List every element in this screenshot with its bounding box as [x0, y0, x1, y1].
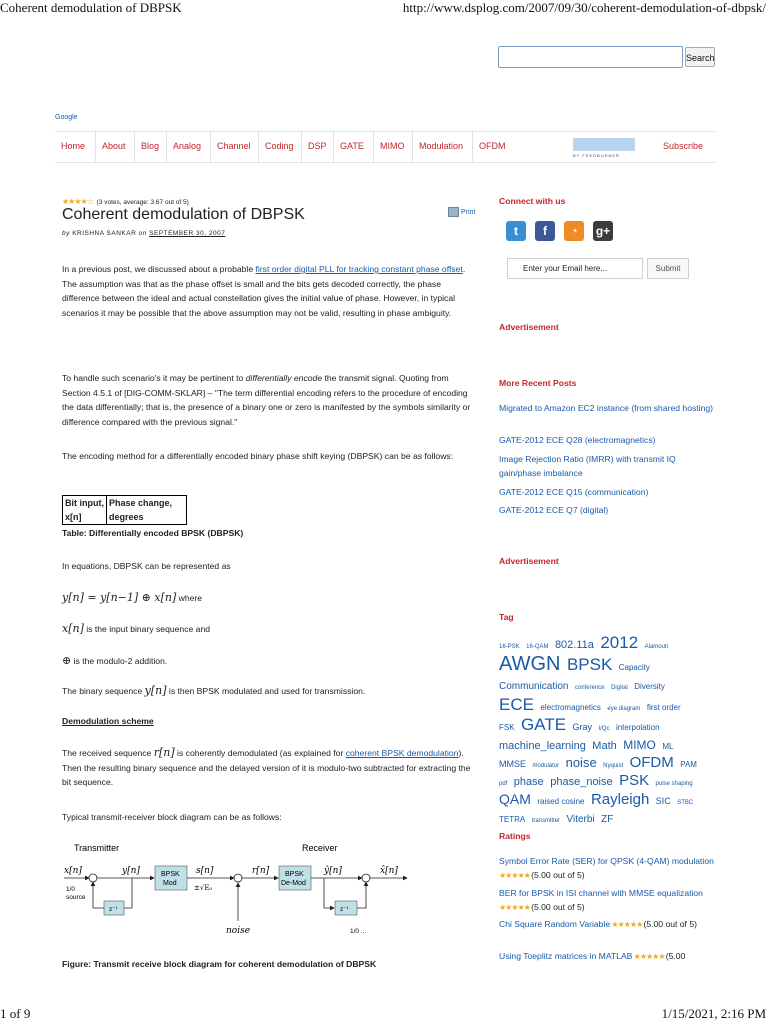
sqrt-energy-label: ±√E₀ [194, 884, 213, 892]
nav-item-dsp[interactable]: DSP [301, 132, 327, 162]
search-button[interactable]: Search [685, 47, 715, 67]
equation-math: y[n] = y[n−1] ⊕ x[n] [62, 591, 177, 604]
p1-text-a: In a previous post, we discussed about a probable [62, 264, 256, 274]
tag-link[interactable]: PAM [680, 759, 697, 769]
tx-feedback-arrow [93, 882, 104, 908]
tag-link[interactable]: Math [592, 739, 617, 752]
s-label: s[n] [196, 866, 214, 876]
tag-link[interactable]: pdf [499, 781, 508, 788]
tag-link[interactable]: OFDM [629, 753, 674, 771]
nav-item-channel[interactable]: Channel [210, 132, 251, 162]
demodulation-heading: Demodulation scheme [62, 716, 154, 726]
table-caption: Table: Differentially encoded BPSK (DBPSK) [62, 528, 244, 538]
tag-link[interactable]: TETRA [499, 815, 526, 825]
feedburner-bar [573, 138, 635, 151]
source-value: 1/0 [66, 886, 76, 893]
nav-item-gate[interactable]: GATE [333, 132, 364, 162]
bpsk-demod-line2: De-Mod [281, 880, 306, 887]
p2-emphasis: differentially encode [245, 373, 323, 383]
ratings-heading: Ratings [499, 831, 531, 841]
rating-stars-icon: ★★★★★ [610, 920, 644, 929]
tag-link[interactable]: interpolation [615, 723, 660, 733]
tag-link[interactable]: phase_noise [550, 776, 613, 789]
pll-link[interactable]: first order digital PLL for tracking constant phase offset [255, 264, 463, 274]
rx-subtractor [362, 874, 370, 882]
tag-link[interactable]: ML [662, 741, 674, 751]
x-hat-label: x̂[n] [380, 866, 398, 876]
tag-link[interactable]: Nyquist [603, 762, 624, 769]
footer-datetime: 1/15/2021, 2:16 PM [661, 1006, 766, 1021]
tag-link[interactable]: AWGN [499, 653, 561, 676]
rating-item[interactable] [499, 887, 714, 914]
tag-link[interactable]: modulator [532, 762, 560, 769]
post-title: Coherent demodulation of DBPSK [62, 206, 305, 223]
nav-subscribe-link[interactable]: Subscribe [662, 141, 703, 151]
tag-link[interactable]: ECE [499, 694, 534, 714]
paragraph-bpsk [62, 684, 477, 699]
nav-item-ofdm[interactable]: OFDM [472, 132, 506, 162]
advertisement-heading-2: Advertisement [499, 556, 559, 566]
rating-item-score: (5.00 out of 5) [531, 901, 585, 912]
rating-item-score: (5.00 out of 5) [531, 869, 585, 880]
tx-delay-label: z⁻¹ [109, 906, 118, 913]
tag-link[interactable]: 802.11a [554, 639, 594, 651]
tag-link[interactable]: electromagnetics [540, 702, 601, 712]
byline-by: by [62, 230, 70, 237]
p6-text-a: The received sequence [62, 748, 154, 758]
google-label: Google [55, 114, 78, 121]
search-input[interactable] [498, 46, 683, 68]
footer-page-count: 1 of 9 [0, 1006, 31, 1021]
equation-suffix: where [176, 593, 203, 603]
bpsk-mod-line1: BPSK [161, 871, 180, 878]
rating-item-title[interactable]: Symbol Error Rate (SER) for QPSK (4-QAM) modulation [499, 856, 714, 866]
output-value-label: 1/0 ... [350, 928, 367, 935]
rating-item-title[interactable]: Chi Square Random Variable [499, 919, 611, 929]
table-header-phase-change: Phase change, degrees [107, 496, 187, 525]
rating-stars-icon[interactable]: ★★★★☆ [62, 197, 93, 206]
tag-link[interactable]: 2012 [600, 633, 639, 652]
rx-delay-label: z⁻¹ [340, 906, 349, 913]
dbpsk-table [62, 495, 187, 525]
paragraph-equations: In equations, DBPSK can be represented as [62, 561, 231, 571]
nav-item-about[interactable]: About [95, 132, 126, 162]
y-label: y[n] [122, 866, 140, 876]
rating-item[interactable] [499, 950, 714, 964]
recent-post-link[interactable]: Migrated to Amazon EC2 instance (from shared hosting) [499, 403, 713, 413]
tag-cloud [499, 633, 699, 828]
tx-adder [89, 874, 97, 882]
p6-math: r[n] [153, 746, 175, 759]
recent-posts-heading: More Recent Posts [499, 378, 577, 388]
paragraph-differential [62, 371, 477, 429]
printer-icon [448, 207, 459, 217]
tag-link[interactable]: QAM [499, 790, 531, 807]
y-hat-label: ŷ[n] [324, 866, 342, 876]
rss-icon[interactable]: ◔ [564, 221, 584, 241]
tag-link[interactable]: first order [646, 702, 681, 712]
tag-link[interactable]: phase [513, 776, 544, 789]
nav-item-blog[interactable]: Blog [134, 132, 159, 162]
p5-math: y[n] [144, 684, 167, 697]
byline-date[interactable]: SEPTEMBER 30, 2007 [149, 230, 226, 237]
p6-text-c: ). Then the resulting binary sequence and the delayed version of it is modulo-two subtracted for extracting the bit sequence. [62, 748, 471, 788]
tag-link[interactable]: transmitter [531, 818, 561, 825]
coherent-bpsk-link[interactable]: coherent BPSK demodulation [345, 748, 459, 758]
nav-item-home[interactable]: Home [61, 141, 86, 151]
byline-author[interactable]: KRISHNA SANKAR [72, 230, 137, 237]
print-header-title: Coherent demodulation of DBPSK [0, 0, 182, 15]
rating-stars-icon: ★★★★★ [499, 902, 532, 912]
block-diagram [62, 841, 422, 941]
p2-text-b: the transmit signal. Quoting from Section 4.5.1 of [DIG-COMM-SKLAR] – "The term differential encoding refers to the procedure of encoding the data differentially; that is, the presence of a binary one or zero is manifested by the symbols similarity or difference compared with the previous signal." [62, 373, 471, 427]
tag-link[interactable]: SIC [655, 795, 671, 806]
x-input-label: x[n] [64, 866, 82, 876]
rating-item-score: (5.00 out of 5) [643, 919, 697, 929]
nav-item-coding[interactable]: Coding [258, 132, 294, 162]
tag-link[interactable]: Communication [499, 681, 569, 693]
figure-caption: Figure: Transmit receive block diagram for coherent demodulation of DBPSK [62, 959, 377, 969]
tag-link[interactable]: ZF [601, 814, 614, 826]
channel-adder [234, 874, 242, 882]
print-link[interactable] [448, 207, 475, 217]
tag-link[interactable]: FSK [499, 723, 515, 733]
r-label: r[n] [252, 866, 270, 876]
paragraph-demod [62, 746, 477, 790]
equation-dbpsk [62, 591, 202, 604]
rating-item[interactable] [499, 855, 714, 882]
tag-link[interactable]: PSK [619, 772, 650, 790]
recent-post-link[interactable]: Image Rejection Ratio (IMRR) with transmit IQ gain/phase imbalance [499, 454, 676, 478]
tag-heading: Tag [499, 612, 514, 622]
rx-delay-in [324, 878, 334, 908]
nav-item-modulation[interactable]: Modulation [412, 132, 463, 162]
nav-item-analog[interactable]: Analog [166, 132, 201, 162]
rating-text: (3 votes, average: 3.67 out of 5) [96, 199, 189, 206]
tag-link[interactable]: Alamouti [644, 644, 668, 650]
recent-post-link[interactable]: GATE-2012 ECE Q7 (digital) [499, 505, 609, 515]
tag-link[interactable]: Viterbi [566, 814, 595, 826]
tag-link[interactable]: I/Qc [598, 726, 610, 733]
email-submit-button[interactable]: Submit [647, 258, 689, 279]
paragraph-intro [62, 262, 477, 320]
feedburner-label: BY FEEDBURNER [573, 153, 620, 158]
print-link-label: Print [461, 208, 476, 216]
bpsk-demod-line1: BPSK [285, 871, 304, 878]
twitter-icon[interactable]: t [506, 221, 526, 241]
p2-text-a: To handle such scenario's it may be pertinent to [62, 373, 246, 383]
tag-link[interactable]: pulse shaping [655, 781, 693, 788]
transmitter-label: Transmitter [74, 843, 120, 853]
rx-delay-out [357, 882, 366, 908]
feedburner-badge[interactable] [573, 138, 635, 160]
rating-item-title[interactable]: Using Toeplitz matrices in MATLAB [499, 951, 633, 961]
google-plus-icon[interactable]: g+ [593, 221, 613, 241]
p5-text-b: is then BPSK modulated and used for transmission. [166, 686, 366, 696]
tag-link[interactable]: noise [565, 754, 597, 770]
tag-link[interactable]: raised cosine [537, 796, 585, 806]
rating-stars-icon: ★★★★★ [499, 870, 532, 880]
table-header-bit-input: Bit input, x[n] [63, 496, 107, 525]
bpsk-mod-line2: Mod [163, 880, 177, 887]
p6-text-b: is coherently demodulated (as explained for [174, 748, 346, 758]
tag-link[interactable]: MMSE [499, 758, 526, 769]
byline-on: on [138, 230, 147, 237]
recent-post-link[interactable]: GATE-2012 ECE Q28 (electromagnetics) [499, 435, 656, 445]
tag-link[interactable]: machine_learning [499, 739, 586, 752]
rating-stars-icon: ★★★★★ [632, 952, 666, 961]
p5-text-a: The binary sequence [62, 686, 145, 696]
equation-xor-def [62, 654, 167, 667]
tag-link[interactable]: Capacity [618, 663, 650, 673]
facebook-icon[interactable]: f [535, 221, 555, 241]
paragraph-encoding: The encoding method for a differentially encoded binary phase shift keying (DBPSK) can be as follows: [62, 451, 454, 461]
equation-x-suffix: is the input binary sequence and [83, 624, 211, 634]
nav-item-mimo[interactable]: MIMO [373, 132, 405, 162]
tag-link[interactable]: eye diagram [607, 705, 641, 712]
tag-link[interactable]: 16-QAM [526, 644, 549, 650]
rating-item-title[interactable]: BER for BPSK in ISI channel with MMSE equalization [499, 888, 703, 898]
recent-post-link[interactable]: GATE-2012 ECE Q15 (communication) [499, 487, 649, 497]
p1-text-b: . The assumption was that as the phase offset is small and the bits gets decoded correctly, the phase difference between the ideal and actual constellation gives the initial value of phase. However, in typical scenarios it may be possible that the above assumption may not be valid, resulting in phase ambiguity. [62, 264, 466, 318]
receiver-label: Receiver [302, 843, 338, 853]
advertisement-heading-1: Advertisement [499, 322, 559, 332]
tag-link[interactable]: GATE [521, 715, 567, 735]
rating-item[interactable] [499, 918, 714, 932]
noise-label: noise [226, 926, 251, 936]
rating-item-score: (5.00 [665, 951, 686, 961]
tag-link[interactable]: Digital [611, 685, 628, 692]
tag-link[interactable]: Gray [572, 722, 593, 733]
tag-link[interactable]: BPSK [566, 655, 613, 675]
tag-link[interactable]: conference [574, 685, 605, 692]
print-footer [0, 1006, 768, 1024]
post-rating[interactable] [62, 197, 189, 206]
main-nav [55, 131, 715, 163]
tag-link[interactable]: Diversity [634, 682, 665, 692]
source-label: source [66, 894, 86, 901]
equation-xor-suffix: is the modulo-2 addition. [71, 656, 168, 666]
post-byline [62, 230, 225, 237]
tag-link[interactable]: STBC [677, 799, 694, 806]
tag-link[interactable]: MIMO [623, 737, 656, 752]
tag-link[interactable]: 16-PSK [499, 644, 520, 650]
email-input[interactable]: Enter your Email here... [507, 258, 643, 279]
equation-x-math: x[n] [62, 622, 84, 635]
equation-input-def [62, 622, 210, 635]
print-header [0, 0, 768, 18]
print-header-url: http://www.dsplog.com/2007/09/30/coherent-demodulation-of-dbpsk/ [402, 0, 766, 15]
paragraph-blockdiagram: Typical transmit-receiver block diagram can be as follows: [62, 812, 282, 822]
connect-heading: Connect with us [499, 196, 566, 206]
xor-symbol: ⊕ [62, 654, 72, 667]
tag-link[interactable]: Rayleigh [590, 790, 650, 808]
